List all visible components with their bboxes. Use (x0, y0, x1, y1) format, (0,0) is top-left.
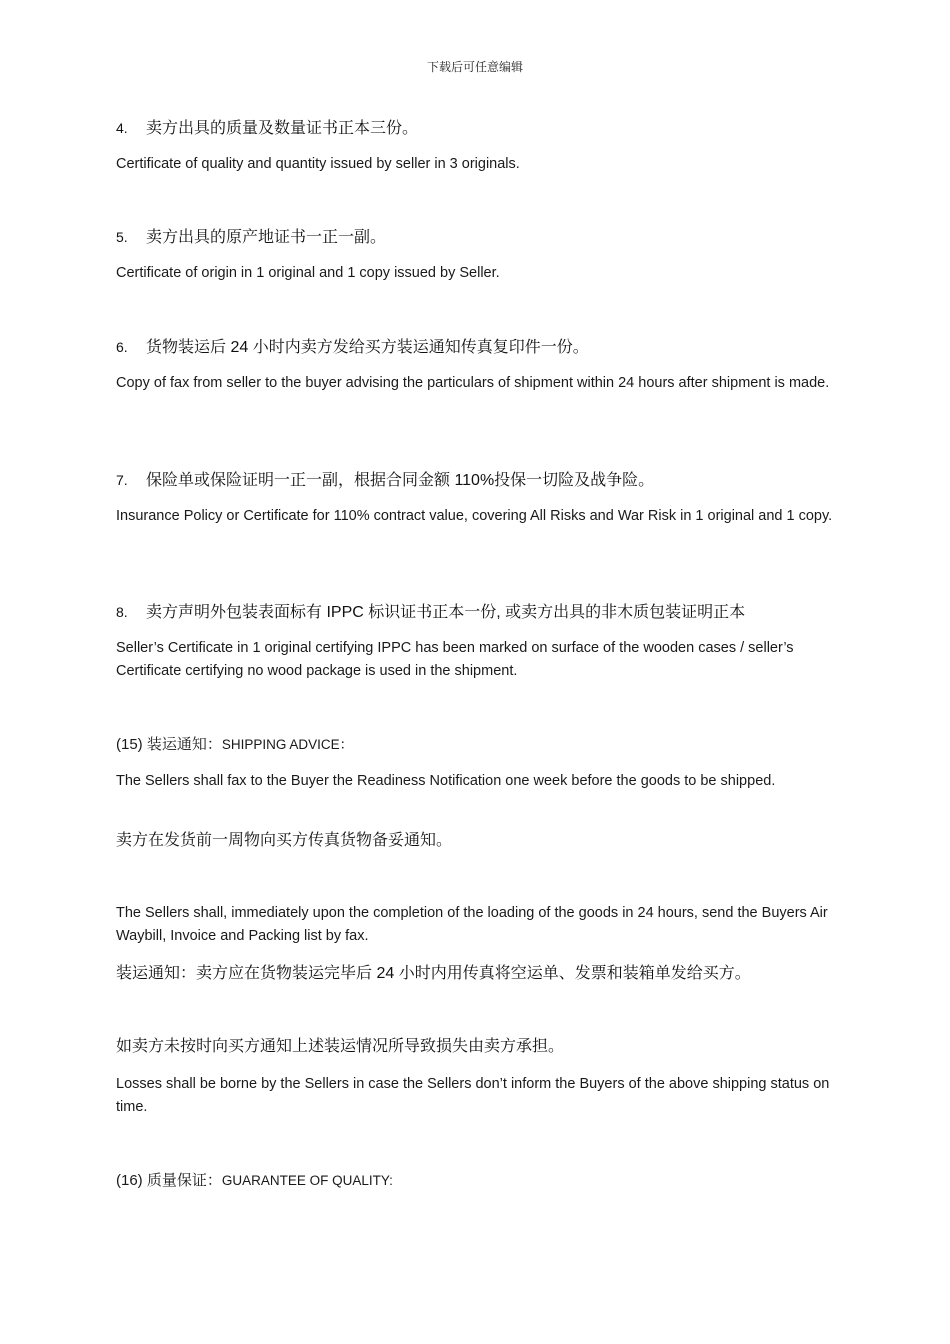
item-text-cn: 货物装运后 24 小时内卖方发给买方装运通知传真复印件一份。 (146, 339, 589, 356)
item-8-cn (116, 601, 836, 624)
item-5-en: Certificate of origin in 1 original and 1 copy issued by Seller. (116, 265, 500, 281)
item-number: 8. (116, 604, 128, 620)
page-header: 下载后可任意编辑 (426, 60, 523, 74)
item-text-cn: 卖方声明外包装表面标有 IPPC 标识证书正本一份, 或卖方出具的非木质包装证明正本 (146, 604, 746, 621)
item-8-en: Seller’s Certificate in 1 original certifying IPPC has been marked on surface of the wooden cases / seller’s Certificate certifying no wood package is used in the shipment. (116, 640, 794, 679)
item-text-cn: 保险单或保险证明一正一副，根据合同金额 110%投保一切险及战争险。 (146, 472, 655, 489)
item-text-cn: 卖方出具的质量及数量证书正本三份。 (146, 120, 419, 137)
item-text-cn: 卖方出具的原产地证书一正一副。 (146, 229, 387, 246)
item-6-en: Copy of fax from seller to the buyer advising the particulars of shipment within 24 hours after shipment is made. (116, 375, 830, 391)
section-16-heading (116, 1170, 836, 1192)
section-15-p1-cn: 卖方在发货前一周物向买方传真货物备妥通知。 (116, 832, 453, 849)
item-7-en: Insurance Policy or Certificate for 110% contract value, covering All Risks and War Risk in 1 original and 1 copy. (116, 508, 833, 524)
section-15-p2-cn: 装运通知：卖方应在货物装运完毕后 24 小时内用传真将空运单、发票和装箱单发给买方。 (116, 965, 751, 982)
item-number: 6. (116, 339, 128, 355)
item-number: 7. (116, 472, 128, 488)
item-number: 4. (116, 120, 128, 136)
section-label-en: SHIPPING ADVICE： (221, 737, 354, 752)
item-7-cn (116, 469, 836, 492)
section-15-p2-en: The Sellers shall, immediately upon the completion of the loading of the goods in 24 hours, send the Buyers Air Waybill, Invoice and Packing list by fax. (116, 905, 828, 944)
item-4-en: Certificate of quality and quantity issued by seller in 3 originals. (116, 156, 520, 172)
section-15-p1-en: The Sellers shall fax to the Buyer the Readiness Notification one week before the goods to be shipped. (116, 773, 776, 789)
item-5-cn (116, 226, 836, 249)
section-label-en: GUARANTEE OF QUALITY: (221, 1173, 393, 1188)
section-label-cn: (15) 装运通知： (116, 736, 222, 753)
section-15-p3-en: Losses shall be borne by the Sellers in case the Sellers don’t inform the Buyers of the above shipping status on time. (116, 1076, 830, 1115)
section-15-heading (116, 734, 836, 756)
item-number: 5. (116, 229, 128, 245)
section-15-p3-cn: 如卖方未按时向买方通知上述装运情况所导致损失由卖方承担。 (116, 1038, 565, 1055)
item-4-cn (116, 117, 836, 140)
item-6-cn (116, 336, 836, 359)
section-label-cn: (16) 质量保证： (116, 1172, 222, 1189)
